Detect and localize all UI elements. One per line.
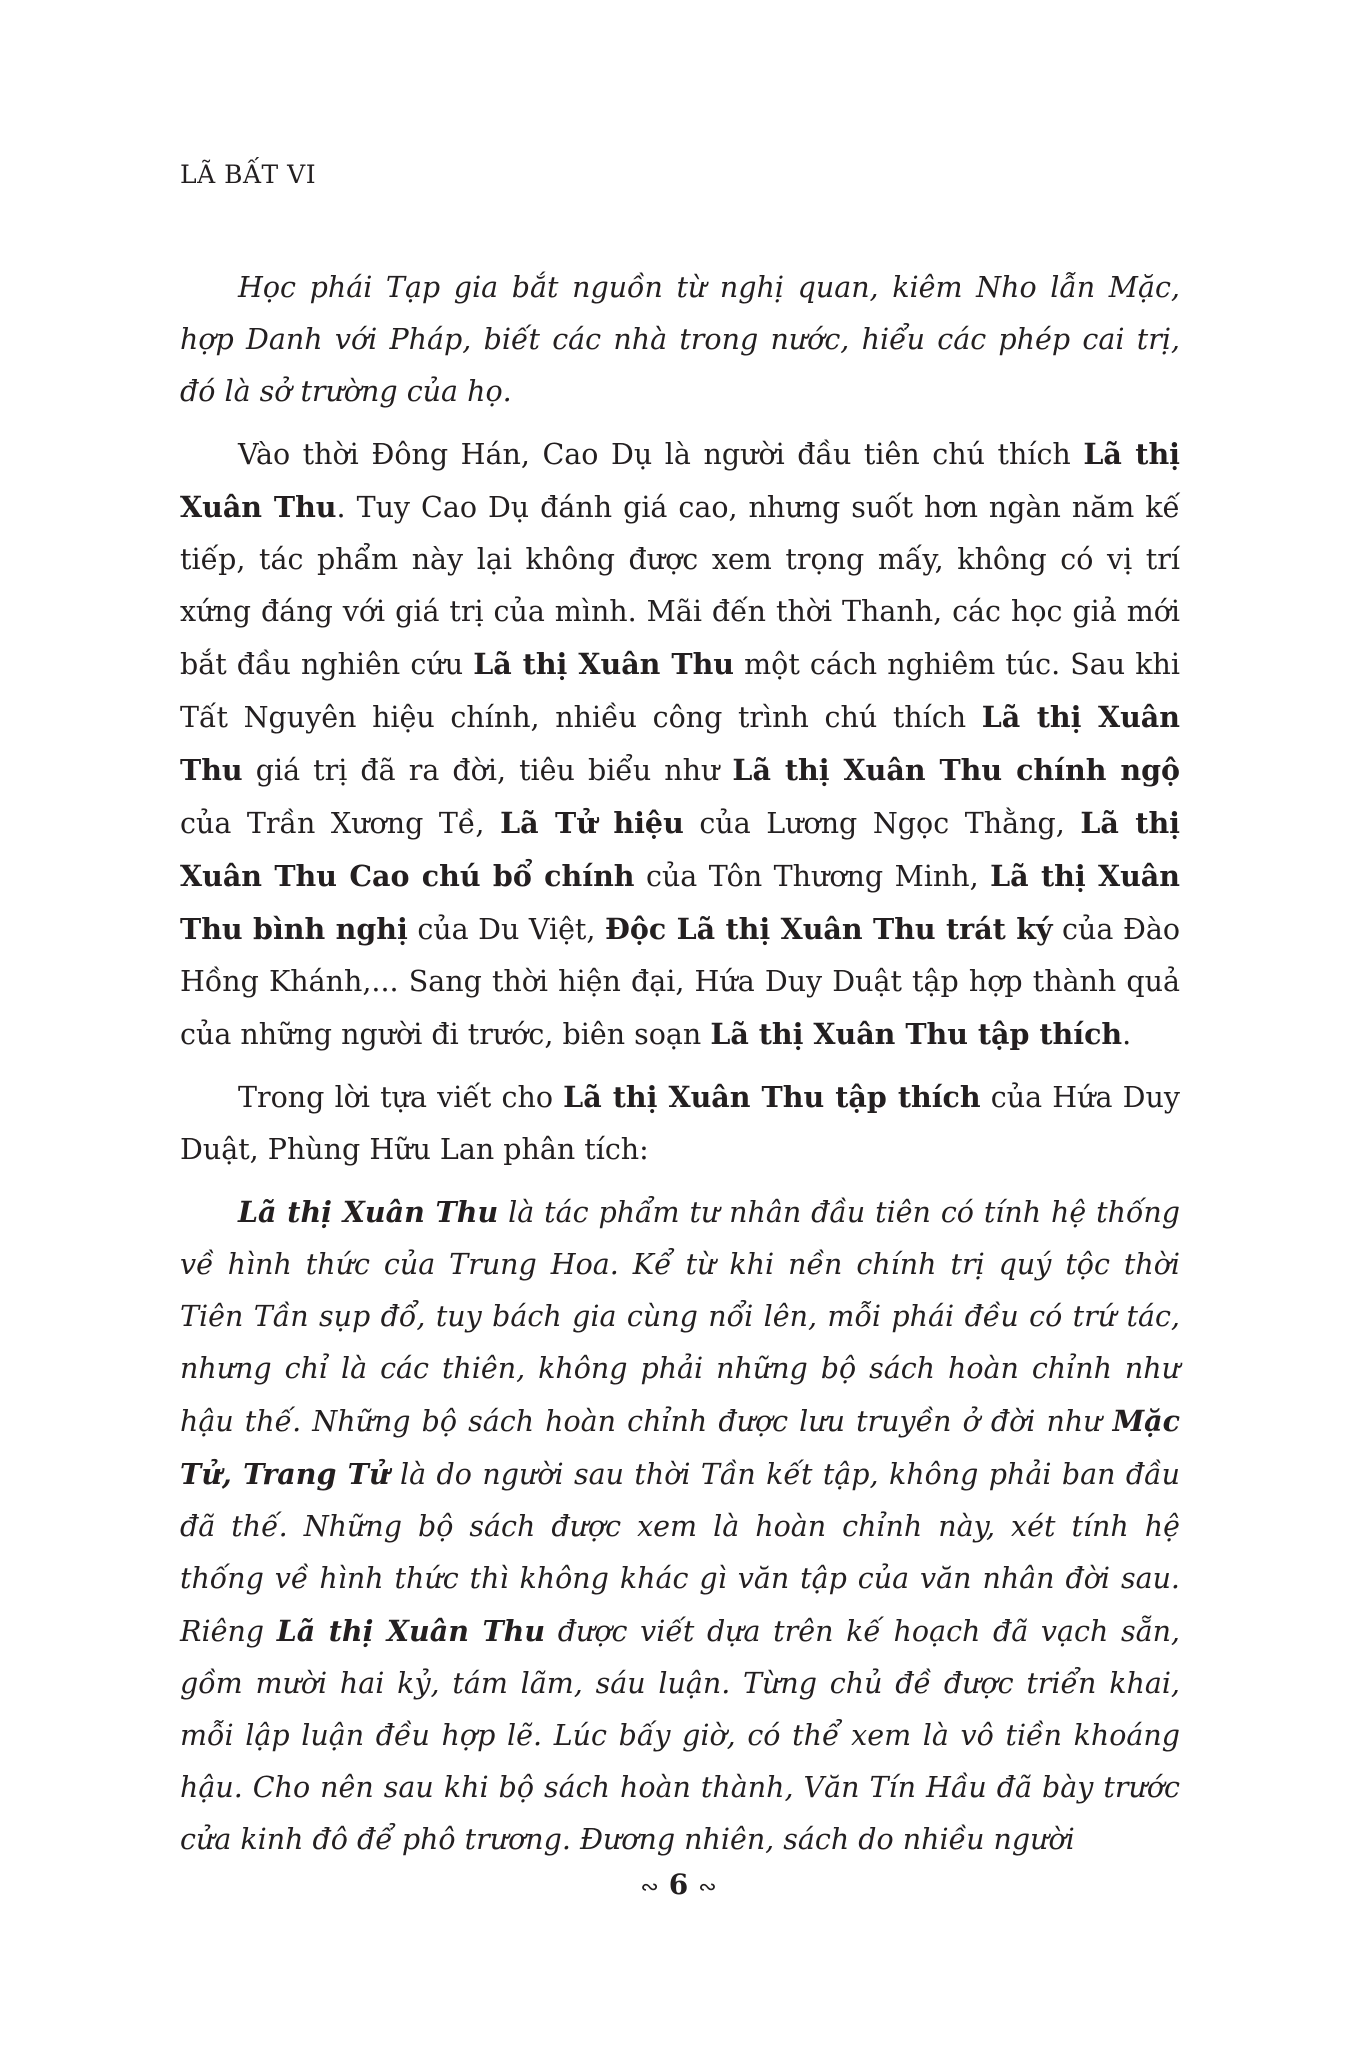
book-title: Lã thị Xuân Thu (276, 1614, 546, 1648)
text-segment: của Trần Xương Tề, (180, 807, 501, 840)
book-title: Lã Tử hiệu (500, 806, 684, 840)
text-segment: của Lương Ngọc Thằng, (683, 807, 1081, 840)
text-segment: của Du Việt, (407, 913, 605, 946)
text-segment: Học phái Tạp gia bắt nguồn từ nghị quan, kiêm Nho lẫn Mặc, hợp Danh với Pháp, biết các nhà trong nước, hiểu các phép cai trị, đó là sở trường của họ. (180, 271, 1180, 408)
text-segment: là do người sau thời Tần kết tập, không phải ban đầu đã thế. Những bộ sách được xem là hoàn chỉnh này, xét tính hệ thống về hình thức thì không khác gì văn tập của văn nhân đời sau. Riêng (180, 1458, 1180, 1648)
book-title: Lã thị Xuân Thu chính ngộ (732, 753, 1181, 787)
text-segment: của Đào Hồng Khánh,... Sang thời hiện đại, Hứa Duy Duật tập hợp thành quả của những người đi trước, biên soạn (180, 913, 1181, 1051)
text-segment: . Tuy Cao Dụ đánh giá cao, nhưng suốt hơn ngàn năm kế tiếp, tác phẩm này lại không được xem trọng mấy, không có vị trí xứng đáng với giá trị của mình. Mãi đến thời Thanh, các học giả mới bắt đầu nghiên cứu (180, 491, 1180, 681)
book-title: Lã thị Xuân Thu (180, 437, 1180, 524)
text-segment: giá trị đã ra đời, tiêu biểu như (242, 754, 733, 787)
text-segment: một cách nghiêm túc. Sau khi Tất Nguyên hiệu chính, nhiều công trình chú thích (180, 648, 1181, 734)
ornament-left-icon: ∾ (640, 1875, 659, 1900)
page-number: 6 (668, 1868, 689, 1901)
text-segment: . (1122, 1018, 1132, 1051)
body-text (180, 262, 1180, 1866)
text-segment: được viết dựa trên kế hoạch đã vạch sẵn, gồm mười hai kỷ, tám lãm, sáu luận. Từng chủ đề được triển khai, mỗi lập luận đều hợp lẽ. Lúc bấy giờ, có thể xem là vô tiền khoáng hậu. Cho nên sau khi bộ sách hoàn thành, Văn Tín Hầu đã bày trước cửa kinh đô để phô trương. Đương nhiên, sách do nhiều người (180, 1615, 1180, 1856)
book-title: Lã thị Xuân Thu bình nghị (180, 859, 1180, 946)
paragraph-3 (180, 1071, 1180, 1176)
book-title: Lã thị Xuân Thu (473, 647, 735, 681)
page-footer (0, 1868, 1357, 1901)
text-segment: Vào thời Đông Hán, Cao Dụ là người đầu tiên chú thích (238, 438, 1084, 471)
book-title: Lã thị Xuân Thu tập thích (563, 1080, 981, 1114)
book-title: Lã thị Xuân Thu tập thích (710, 1017, 1123, 1051)
paragraph-2 (180, 428, 1180, 1061)
book-title: Mặc Tử, Trang Tử (180, 1404, 1180, 1491)
paragraph-quote-1 (180, 262, 1180, 418)
running-header: LÃ BẤT VI (180, 160, 317, 189)
text-segment: là tác phẩm tư nhân đầu tiên có tính hệ thống về hình thức của Trung Hoa. Kể từ khi nền chính trị quý tộc thời Tiên Tần sụp đổ, tuy bách gia cùng nổi lên, mỗi phái đều có trứ tác, nhưng chỉ là các thiên, không phải những bộ sách hoàn chỉnh như hậu thế. Những bộ sách hoàn chỉnh được lưu truyền ở đời như (180, 1196, 1181, 1438)
paragraph-quote-2 (180, 1186, 1180, 1866)
book-title: Lã thị Xuân Thu (238, 1195, 499, 1229)
text-segment: của Tôn Thương Minh, (634, 860, 991, 893)
book-title: Độc Lã thị Xuân Thu trát ký (604, 912, 1053, 946)
book-title: Lã thị Xuân Thu Cao chú bổ chính (180, 806, 1180, 893)
text-segment: của Hứa Duy Duật, Phùng Hữu Lan phân tích: (180, 1081, 1180, 1166)
ornament-right-icon: ∾ (698, 1875, 717, 1900)
text-segment: Trong lời tựa viết cho (238, 1081, 564, 1114)
book-title: Lã thị Xuân Thu (180, 700, 1180, 787)
